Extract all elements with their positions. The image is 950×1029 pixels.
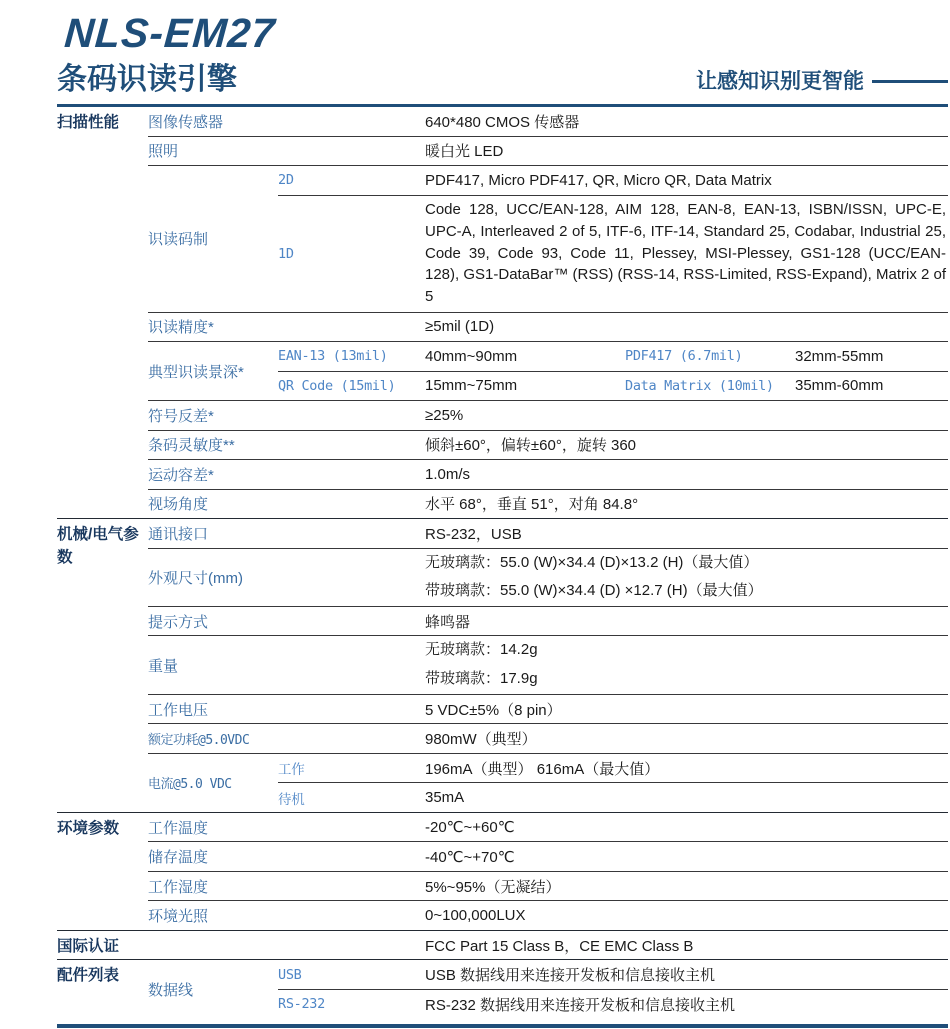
section-rows [148,813,948,930]
row-value: ≥25% [425,406,464,424]
row-label: 照明 [148,143,179,161]
row-value: 0~100,000LUX [425,907,526,925]
row-label: 条码灵敏度** [148,437,235,455]
row-value: Code 128, UCC/EAN-128, AIM 128, EAN-8, EAN-13, ISBN/ISSN, UPC-E, UPC-A, Interleaved 2 of 5, ITF-6, ITF-14, Standard 25, Codabar, Industrial 25, Code 39, Code 93, Code 11, Plessey, MSI-Plessey, GS1-128 (UCC/EAN-128), GS1-DataBar™ (RSS) (RSS-14, RSS-Limited, RSS-Expand), Matrix 2 of 5 [425,201,947,306]
row-label: 识读码制 [148,231,209,249]
spec-row [148,459,948,489]
row-value: 640*480 CMOS 传感器 [425,113,580,131]
spec-row [148,165,948,311]
row-value: 196mA（典型） 616mA（最大值） [425,760,660,778]
sub-rows [278,166,948,311]
section-category: 机械/电气参数 [57,526,139,567]
row-value: USB 数据线用来连接开发板和信息接收主机 [425,967,716,985]
section-category: 扫描性能 [57,114,120,132]
row-value: 暖白光 LED [425,143,504,161]
row-value: -20℃~+60℃ [425,819,515,837]
spec-subrow [278,989,948,1019]
spec-row [148,489,948,519]
row-value: FCC Part 15 Class B，CE EMC Class B [425,937,694,955]
value-line: 带玻璃款：17.9g [425,670,538,688]
row-label: 外观尺寸(mm) [148,569,243,587]
row-value [425,549,948,606]
spec-section [57,107,948,518]
value-line: 带玻璃款：55.0 (W)×34.4 (D) ×12.7 (H)（最大值） [425,582,763,600]
spec-row [148,400,948,430]
row-label: 数据线 [148,981,194,999]
spec-section [57,959,948,1018]
section-category: 环境参数 [57,819,120,837]
row-sublabel: RS-232 [278,996,325,1013]
spec-subrow [278,195,948,312]
spec-subrow [278,342,948,371]
row-value: 5 VDC±5%（8 pin） [425,701,562,719]
row-sublabel: QR Code (15mil) [278,377,396,394]
row-value: RS-232，USB [425,525,522,543]
row-value: 32mm-55mm [795,347,884,365]
spec-section [57,812,948,930]
row-label: 视场角度 [148,496,209,514]
sub-rows [278,754,948,812]
spec-row [148,606,948,636]
row-label: 符号反差* [148,407,214,425]
row-label: 工作温度 [148,819,209,837]
spec-row [148,960,948,1018]
title-bar [57,55,948,107]
row-value [425,636,948,693]
row-value: 15mm~75mm [425,377,518,395]
row-value: 倾斜±60°，偏转±60°，旋转 360 [425,437,637,455]
spec-subrow [278,371,948,401]
spec-row [148,723,948,753]
datasheet-page [0,12,948,1028]
spec-row [148,548,948,606]
section-category: 配件列表 [57,967,120,985]
section-rows [148,960,948,1018]
row-sublabel: Data Matrix (10mil) [625,377,774,394]
spec-section [57,518,948,812]
spec-row [148,813,948,842]
row-label: 环境光照 [148,908,209,926]
value-line: 无玻璃款：55.0 (W)×34.4 (D)×13.2 (H)（最大值） [425,553,759,571]
spec-row [148,136,948,166]
row-value: RS-232 数据线用来连接开发板和信息接收主机 [425,996,736,1014]
spec-row [148,635,948,693]
row-label: 提示方式 [148,613,209,631]
section-rows [148,107,948,518]
spec-subrow [278,960,948,989]
row-label: 额定功耗@5.0VDC [148,733,250,749]
row-label: 储存温度 [148,849,209,867]
sub-rows [278,342,948,400]
row-label: 电流@5.0 VDC [148,777,232,793]
spec-row [148,900,948,930]
row-sublabel: EAN-13 (13mil) [278,348,388,365]
row-label: 工作湿度 [148,878,209,896]
row-value: PDF417, Micro PDF417, QR, Micro QR, Data Matrix [425,171,772,189]
row-label: 运动容差* [148,466,214,484]
row-value: 蜂鸣器 [425,613,471,631]
page-title: 条码识读引擎 [57,63,237,97]
row-label: 重量 [148,657,179,675]
row-value: 1.0m/s [425,465,471,483]
row-label: 识读精度* [148,319,214,337]
sub-rows [278,960,948,1018]
row-value: 水平 68°，垂直 51°，对角 84.8° [425,496,639,514]
row-sublabel: 1D [278,245,294,262]
spec-subrow [278,782,948,812]
footer-rule [57,1024,948,1028]
row-sublabel: PDF417 (6.7mil) [625,348,743,365]
row-label: 图像传感器 [148,113,224,131]
spec-row [148,107,948,136]
row-label: 通讯接口 [148,525,209,543]
spec-row [148,841,948,871]
row-value: 35mm-60mm [795,377,884,395]
section-category: 国际认证 [57,937,120,955]
spec-row [148,341,948,400]
spec-section [57,930,948,960]
row-value: ≥5mil (1D) [425,318,495,336]
spec-table [57,107,948,1018]
row-label: 工作电压 [148,701,209,719]
spec-row [148,753,948,812]
row-sublabel: 工作 [278,762,305,779]
row-sublabel: USB [278,966,302,983]
spec-row [148,519,948,548]
slogan-text: 让感知识别更智能 [696,70,864,94]
row-value: 5%~95%（无凝结） [425,878,561,896]
value-line: 无玻璃款：14.2g [425,641,538,659]
spec-row [148,931,948,960]
row-value: -40℃~+70℃ [425,848,515,866]
row-value: 980mW（典型） [425,731,537,749]
slogan-dash-rule [872,80,948,83]
spec-subrow [278,754,948,783]
spec-subrow [278,166,948,195]
row-sublabel: 2D [278,172,294,189]
row-value: 35mA [425,789,465,807]
spec-row [148,694,948,724]
section-rows [148,931,948,960]
spec-row [148,430,948,460]
row-label: 典型识读景深* [148,363,244,381]
row-label [148,931,425,960]
product-model-title: NLS-EM27 [62,10,277,56]
slogan [696,71,948,95]
section-rows [148,519,948,812]
spec-row [148,312,948,342]
row-value: 40mm~90mm [425,347,518,365]
row-sublabel: 待机 [278,791,305,808]
spec-row [148,871,948,901]
